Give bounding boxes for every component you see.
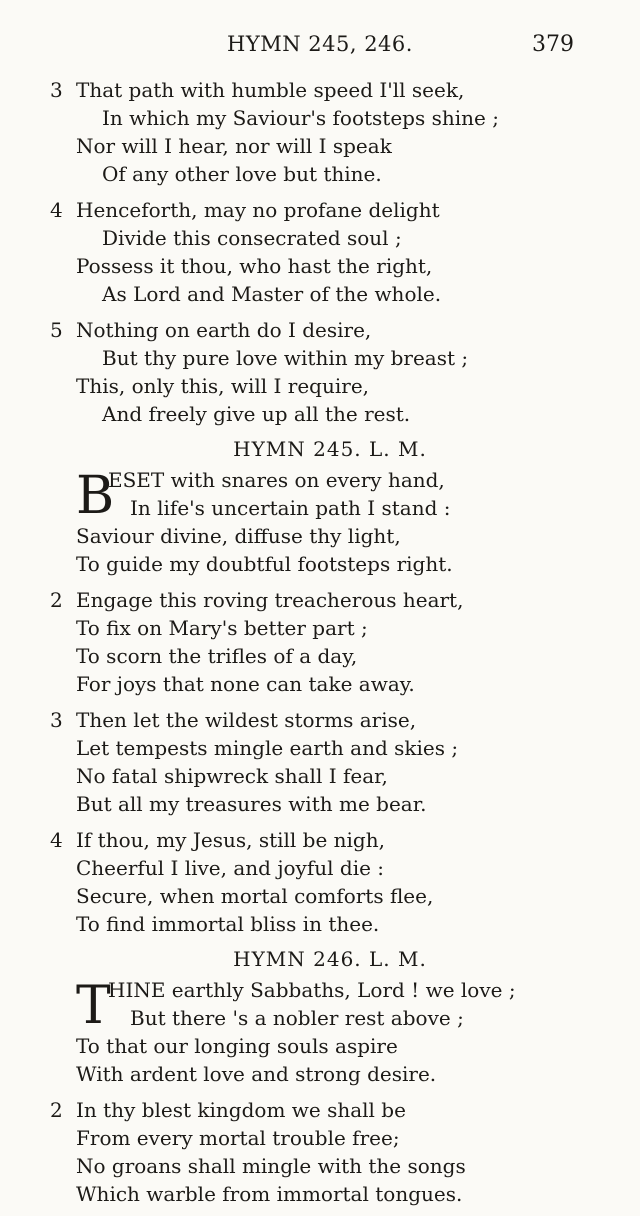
verse-line: HINE earthly Sabbaths, Lord ! we love ;: [108, 978, 516, 1002]
verse-line: As Lord and Master of the whole.: [102, 282, 442, 306]
verse-line: That path with humble speed I'll seek,: [76, 78, 465, 102]
verse-line: Possess it thou, who hast the right,: [76, 254, 433, 278]
verse-line: To find immortal bliss in thee.: [76, 912, 380, 936]
verse-line: From every mortal trouble free;: [76, 1126, 400, 1150]
hymn-245-stanza-4: [50, 826, 610, 938]
hymn-245-stanza-3: [50, 706, 610, 818]
verse-line: But all my treasures with me bear.: [76, 792, 427, 816]
verse-line: Nothing on earth do I desire,: [76, 318, 372, 342]
verse-line: Henceforth, may no profane delight: [76, 198, 440, 222]
drop-cap: B: [76, 466, 115, 526]
verse-line: Engage this roving treacherous heart,: [76, 588, 464, 612]
verse-line: To guide my doubtful footsteps right.: [76, 552, 453, 576]
verse-line: Nor will I hear, nor will I speak: [76, 134, 392, 158]
verse-line: ESET with snares on every hand,: [108, 468, 445, 492]
verse-line: Secure, when mortal comforts flee,: [76, 884, 434, 908]
stanza-number: 2: [50, 588, 63, 612]
drop-cap: T: [76, 976, 111, 1036]
verse-line: But there 's a nobler rest above ;: [130, 1006, 464, 1030]
verse-line: Of any other love but thine.: [102, 162, 382, 186]
hymn-246-stanza-2: [50, 1096, 610, 1208]
verse-line: Divide this consecrated soul ;: [102, 226, 402, 250]
hymn-246-stanza-1: [50, 976, 610, 1088]
verse-line: In life's uncertain path I stand :: [130, 496, 451, 520]
verse-line: If thou, my Jesus, still be nigh,: [76, 828, 385, 852]
running-head: [0, 32, 640, 64]
page-number: 379: [532, 32, 574, 57]
verse-line: Then let the wildest storms arise,: [76, 708, 417, 732]
stanza-number: 2: [50, 1098, 63, 1122]
hymn-246-title: HYMN 246. L. M.: [233, 947, 427, 971]
verse-line: To fix on Mary's better part ;: [76, 616, 368, 640]
verse-line: Cheerful I live, and joyful die :: [76, 856, 385, 880]
page-body: [50, 76, 610, 1216]
verse-line: But thy pure love within my breast ;: [102, 346, 469, 370]
verse-line: With ardent love and strong desire.: [76, 1062, 437, 1086]
stanza-number: 5: [50, 318, 63, 342]
verse-line: Which warble from immortal tongues.: [76, 1182, 463, 1206]
hymn-245-stanza-2: [50, 586, 610, 698]
verse-line: No fatal shipwreck shall I fear,: [76, 764, 388, 788]
verse-line: For joys that none can take away.: [76, 672, 415, 696]
stanza-5: [50, 316, 610, 428]
stanza-number: 3: [50, 708, 63, 732]
hymn-245-stanza-1: [50, 466, 610, 578]
verse-line: To scorn the trifles of a day,: [76, 644, 358, 668]
verse-line: Let tempests mingle earth and skies ;: [76, 736, 459, 760]
stanza-3: [50, 76, 610, 188]
hymn-245-title: HYMN 245. L. M.: [233, 437, 427, 461]
verse-line: This, only this, will I require,: [76, 374, 370, 398]
verse-line: And freely give up all the rest.: [102, 402, 411, 426]
stanza-number: 3: [50, 78, 63, 102]
verse-line: To that our longing souls aspire: [76, 1034, 398, 1058]
verse-line: In thy blest kingdom we shall be: [76, 1098, 406, 1122]
running-title: HYMN 245, 246.: [227, 32, 413, 56]
verse-line: No groans shall mingle with the songs: [76, 1154, 466, 1178]
verse-line: In which my Saviour's footsteps shine ;: [102, 106, 499, 130]
stanza-number: 4: [50, 198, 63, 222]
stanza-4: [50, 196, 610, 308]
stanza-number: 4: [50, 828, 63, 852]
verse-line: Saviour divine, diffuse thy light,: [76, 524, 401, 548]
